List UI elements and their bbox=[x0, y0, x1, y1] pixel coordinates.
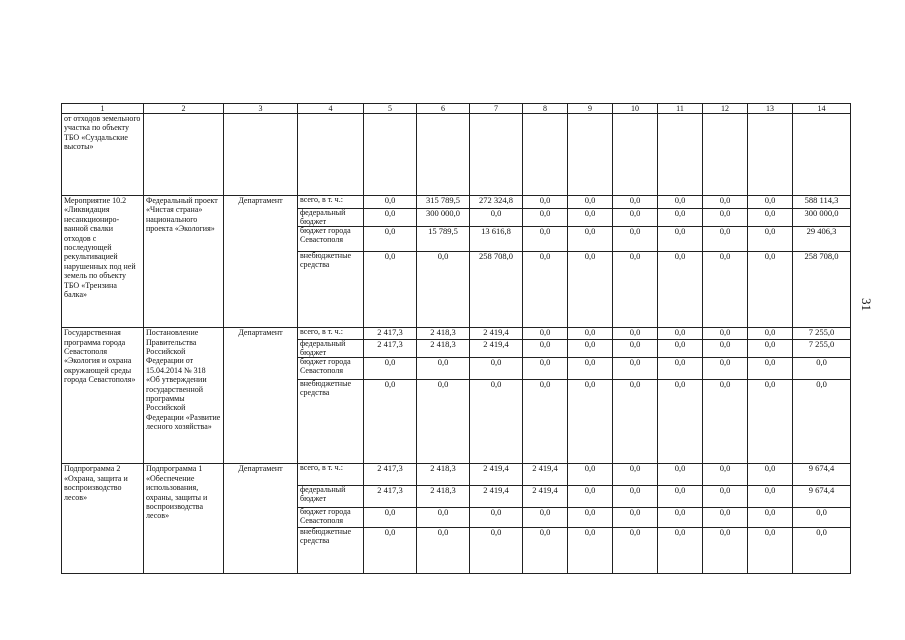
amount-cell: 7 255,0 bbox=[793, 340, 851, 358]
measure-name-cell: Подпрограмма 2 «Охрана, защита и воспроизводство лесов» bbox=[62, 464, 144, 574]
finance-row bbox=[62, 464, 851, 486]
amount-cell: 0,0 bbox=[364, 252, 417, 328]
amount-cell: 0,0 bbox=[658, 380, 703, 464]
amount-cell: 0,0 bbox=[613, 252, 658, 328]
empty-cell bbox=[703, 114, 748, 196]
amount-cell: 0,0 bbox=[748, 528, 793, 574]
column-number: 13 bbox=[748, 104, 793, 114]
funding-source-cell: федеральный бюджет bbox=[298, 486, 364, 508]
amount-cell: 0,0 bbox=[703, 380, 748, 464]
amount-cell: 2 418,3 bbox=[417, 328, 470, 340]
amount-cell: 0,0 bbox=[658, 196, 703, 209]
amount-cell: 0,0 bbox=[613, 227, 658, 252]
amount-cell: 2 418,3 bbox=[417, 464, 470, 486]
finance-table bbox=[61, 103, 851, 574]
measure-name-cell: Государственная программа города Севастополя «Экология и охрана окружающей среды города Севастополя» bbox=[62, 328, 144, 464]
amount-cell: 2 417,3 bbox=[364, 340, 417, 358]
amount-cell: 0,0 bbox=[613, 358, 658, 380]
amount-cell: 0,0 bbox=[364, 380, 417, 464]
amount-cell: 0,0 bbox=[417, 508, 470, 528]
amount-cell: 0,0 bbox=[703, 227, 748, 252]
amount-cell: 0,0 bbox=[748, 358, 793, 380]
amount-cell: 0,0 bbox=[658, 328, 703, 340]
amount-cell: 0,0 bbox=[748, 209, 793, 227]
amount-cell: 0,0 bbox=[658, 508, 703, 528]
amount-cell: 0,0 bbox=[793, 358, 851, 380]
amount-cell: 0,0 bbox=[748, 380, 793, 464]
amount-cell: 0,0 bbox=[523, 358, 568, 380]
page-number: 31 bbox=[859, 298, 874, 311]
amount-cell: 0,0 bbox=[417, 528, 470, 574]
amount-cell: 0,0 bbox=[658, 358, 703, 380]
amount-cell: 0,0 bbox=[703, 358, 748, 380]
amount-cell: 15 789,5 bbox=[417, 227, 470, 252]
column-number: 3 bbox=[224, 104, 298, 114]
amount-cell: 0,0 bbox=[613, 486, 658, 508]
amount-cell: 0,0 bbox=[364, 528, 417, 574]
amount-cell: 0,0 bbox=[523, 209, 568, 227]
amount-cell: 0,0 bbox=[523, 227, 568, 252]
funding-source-cell: бюджет города Севастополя bbox=[298, 358, 364, 380]
amount-cell: 0,0 bbox=[613, 528, 658, 574]
empty-cell bbox=[793, 114, 851, 196]
amount-cell: 0,0 bbox=[748, 328, 793, 340]
empty-cell bbox=[298, 114, 364, 196]
amount-cell: 0,0 bbox=[470, 528, 523, 574]
amount-cell: 0,0 bbox=[568, 464, 613, 486]
continuation-measure-cell: от отходов земельного участка по объекту ТБО «Суздальские высоты» bbox=[62, 114, 144, 196]
empty-cell bbox=[568, 114, 613, 196]
amount-cell: 0,0 bbox=[568, 252, 613, 328]
amount-cell: 0,0 bbox=[658, 252, 703, 328]
amount-cell: 0,0 bbox=[703, 209, 748, 227]
amount-cell: 0,0 bbox=[658, 528, 703, 574]
empty-cell bbox=[417, 114, 470, 196]
amount-cell: 2 417,3 bbox=[364, 464, 417, 486]
funding-source-cell: всего, в т. ч.: bbox=[298, 196, 364, 209]
amount-cell: 2 419,4 bbox=[470, 464, 523, 486]
column-number: 10 bbox=[613, 104, 658, 114]
amount-cell: 0,0 bbox=[523, 196, 568, 209]
amount-cell: 2 417,3 bbox=[364, 486, 417, 508]
amount-cell: 0,0 bbox=[748, 464, 793, 486]
amount-cell: 0,0 bbox=[613, 380, 658, 464]
amount-cell: 0,0 bbox=[523, 340, 568, 358]
amount-cell: 0,0 bbox=[793, 380, 851, 464]
funding-source-cell: внебюджетные средства bbox=[298, 252, 364, 328]
amount-cell: 0,0 bbox=[703, 486, 748, 508]
column-number: 1 bbox=[62, 104, 144, 114]
executor-cell: Департамент bbox=[224, 464, 298, 574]
amount-cell: 0,0 bbox=[658, 227, 703, 252]
amount-cell: 0,0 bbox=[613, 464, 658, 486]
amount-cell: 0,0 bbox=[703, 508, 748, 528]
amount-cell: 0,0 bbox=[613, 340, 658, 358]
funding-source-cell: федеральный бюджет bbox=[298, 209, 364, 227]
amount-cell: 0,0 bbox=[703, 464, 748, 486]
amount-cell: 2 419,4 bbox=[523, 486, 568, 508]
amount-cell: 2 417,3 bbox=[364, 328, 417, 340]
funding-source-cell: федеральный бюджет bbox=[298, 340, 364, 358]
amount-cell: 588 114,3 bbox=[793, 196, 851, 209]
amount-cell: 0,0 bbox=[703, 196, 748, 209]
amount-cell: 315 789,5 bbox=[417, 196, 470, 209]
amount-cell: 0,0 bbox=[658, 486, 703, 508]
funding-source-cell: внебюджетные средства bbox=[298, 380, 364, 464]
amount-cell: 258 708,0 bbox=[470, 252, 523, 328]
finance-row bbox=[62, 196, 851, 209]
amount-cell: 9 674,4 bbox=[793, 486, 851, 508]
amount-cell: 0,0 bbox=[613, 196, 658, 209]
empty-cell bbox=[523, 114, 568, 196]
column-number: 7 bbox=[470, 104, 523, 114]
amount-cell: 2 419,4 bbox=[470, 486, 523, 508]
amount-cell: 0,0 bbox=[613, 508, 658, 528]
basis-cell: Федеральный проект «Чистая страна» национального проекта «Экология» bbox=[144, 196, 224, 328]
amount-cell: 0,0 bbox=[793, 508, 851, 528]
amount-cell: 29 406,3 bbox=[793, 227, 851, 252]
amount-cell: 0,0 bbox=[568, 196, 613, 209]
empty-cell bbox=[658, 114, 703, 196]
amount-cell: 0,0 bbox=[748, 508, 793, 528]
amount-cell: 0,0 bbox=[364, 196, 417, 209]
amount-cell: 300 000,0 bbox=[793, 209, 851, 227]
amount-cell: 258 708,0 bbox=[793, 252, 851, 328]
continuation-row bbox=[62, 114, 851, 196]
table-body bbox=[62, 104, 851, 574]
amount-cell: 0,0 bbox=[523, 328, 568, 340]
amount-cell: 0,0 bbox=[793, 528, 851, 574]
amount-cell: 0,0 bbox=[568, 358, 613, 380]
continuation-executor-cell bbox=[224, 114, 298, 196]
amount-cell: 0,0 bbox=[523, 508, 568, 528]
amount-cell: 0,0 bbox=[568, 486, 613, 508]
executor-cell: Департамент bbox=[224, 328, 298, 464]
amount-cell: 0,0 bbox=[748, 227, 793, 252]
amount-cell: 0,0 bbox=[364, 209, 417, 227]
column-number: 11 bbox=[658, 104, 703, 114]
amount-cell: 0,0 bbox=[568, 340, 613, 358]
amount-cell: 0,0 bbox=[748, 196, 793, 209]
amount-cell: 0,0 bbox=[613, 328, 658, 340]
amount-cell: 7 255,0 bbox=[793, 328, 851, 340]
amount-cell: 0,0 bbox=[703, 252, 748, 328]
amount-cell: 0,0 bbox=[748, 252, 793, 328]
funding-source-cell: внебюджетные средства bbox=[298, 528, 364, 574]
empty-cell bbox=[748, 114, 793, 196]
amount-cell: 2 418,3 bbox=[417, 486, 470, 508]
column-number: 6 bbox=[417, 104, 470, 114]
amount-cell: 0,0 bbox=[568, 328, 613, 340]
amount-cell: 0,0 bbox=[417, 358, 470, 380]
amount-cell: 0,0 bbox=[470, 358, 523, 380]
amount-cell: 0,0 bbox=[568, 227, 613, 252]
amount-cell: 0,0 bbox=[470, 380, 523, 464]
measure-name-cell: Мероприятие 10.2 «Ликвидация несанкциониро-ванной свалки отходов с последующей рекультивацией нарушенных под ней земель по объекту ТБО «Трензина балка» bbox=[62, 196, 144, 328]
column-number: 4 bbox=[298, 104, 364, 114]
amount-cell: 0,0 bbox=[703, 528, 748, 574]
empty-cell bbox=[364, 114, 417, 196]
amount-cell: 2 419,4 bbox=[523, 464, 568, 486]
amount-cell: 2 419,4 bbox=[470, 328, 523, 340]
basis-cell: Подпрограмма 1 «Обеспечение использования, охраны, защиты и воспроизводства лесов» bbox=[144, 464, 224, 574]
column-number: 14 bbox=[793, 104, 851, 114]
amount-cell: 0,0 bbox=[703, 340, 748, 358]
amount-cell: 0,0 bbox=[568, 508, 613, 528]
amount-cell: 300 000,0 bbox=[417, 209, 470, 227]
amount-cell: 13 616,8 bbox=[470, 227, 523, 252]
funding-source-cell: бюджет города Севастополя bbox=[298, 508, 364, 528]
column-number: 2 bbox=[144, 104, 224, 114]
amount-cell: 9 674,4 bbox=[793, 464, 851, 486]
funding-source-cell: всего, в т. ч.: bbox=[298, 328, 364, 340]
funding-source-cell: бюджет города Севастополя bbox=[298, 227, 364, 252]
amount-cell: 0,0 bbox=[364, 227, 417, 252]
empty-cell bbox=[470, 114, 523, 196]
amount-cell: 0,0 bbox=[748, 340, 793, 358]
column-number: 12 bbox=[703, 104, 748, 114]
amount-cell: 0,0 bbox=[417, 380, 470, 464]
amount-cell: 0,0 bbox=[658, 340, 703, 358]
column-number: 5 bbox=[364, 104, 417, 114]
amount-cell: 0,0 bbox=[470, 209, 523, 227]
amount-cell: 2 419,4 bbox=[470, 340, 523, 358]
column-number: 9 bbox=[568, 104, 613, 114]
amount-cell: 0,0 bbox=[364, 508, 417, 528]
empty-cell bbox=[613, 114, 658, 196]
amount-cell: 0,0 bbox=[523, 252, 568, 328]
amount-cell: 272 324,8 bbox=[470, 196, 523, 209]
amount-cell: 0,0 bbox=[658, 464, 703, 486]
amount-cell: 0,0 bbox=[523, 380, 568, 464]
amount-cell: 2 418,3 bbox=[417, 340, 470, 358]
amount-cell: 0,0 bbox=[568, 209, 613, 227]
amount-cell: 0,0 bbox=[613, 209, 658, 227]
finance-row bbox=[62, 328, 851, 340]
basis-cell: Постановление Правительства Российской Федерации от 15.04.2014 № 318 «Об утверждении государственной программы Российской Федерации «Развитие лесного хозяйства» bbox=[144, 328, 224, 464]
amount-cell: 0,0 bbox=[364, 358, 417, 380]
executor-cell: Департамент bbox=[224, 196, 298, 328]
amount-cell: 0,0 bbox=[523, 528, 568, 574]
funding-source-cell: всего, в т. ч.: bbox=[298, 464, 364, 486]
column-number-row bbox=[62, 104, 851, 114]
amount-cell: 0,0 bbox=[568, 528, 613, 574]
amount-cell: 0,0 bbox=[568, 380, 613, 464]
continuation-basis-cell bbox=[144, 114, 224, 196]
amount-cell: 0,0 bbox=[703, 328, 748, 340]
amount-cell: 0,0 bbox=[658, 209, 703, 227]
column-number: 8 bbox=[523, 104, 568, 114]
amount-cell: 0,0 bbox=[470, 508, 523, 528]
amount-cell: 0,0 bbox=[417, 252, 470, 328]
amount-cell: 0,0 bbox=[748, 486, 793, 508]
